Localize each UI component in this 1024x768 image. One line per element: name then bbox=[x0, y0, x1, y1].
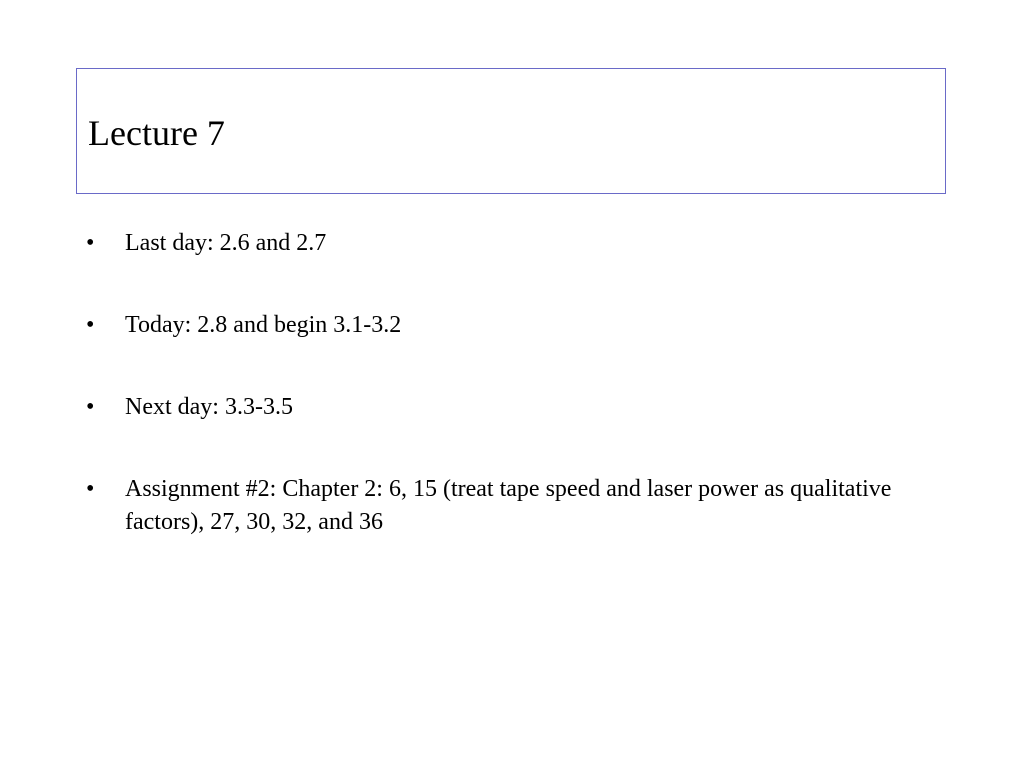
bullet-item-last-day bbox=[84, 227, 944, 260]
bullet-marker: • bbox=[86, 476, 95, 502]
bullet-list bbox=[84, 227, 944, 539]
slide-title: Lecture 7 bbox=[88, 113, 225, 153]
bullet-text: Next day: 3.3-3.5 bbox=[125, 394, 293, 420]
bullet-text: Last day: 2.6 and 2.7 bbox=[125, 230, 327, 256]
bullet-text: Today: 2.8 and begin 3.1-3.2 bbox=[125, 312, 402, 338]
bullet-marker: • bbox=[86, 394, 95, 420]
bullet-item-assignment bbox=[84, 473, 944, 539]
bullet-text: Assignment #2: Chapter 2: 6, 15 (treat tape speed and laser power as qualitative factors), 27, 30, 32, and 36 bbox=[125, 476, 892, 535]
bullet-marker: • bbox=[86, 230, 95, 256]
bullet-item-next-day bbox=[84, 391, 944, 424]
title-placeholder bbox=[76, 68, 946, 194]
bullet-item-today bbox=[84, 309, 944, 342]
bullet-marker: • bbox=[86, 312, 95, 338]
